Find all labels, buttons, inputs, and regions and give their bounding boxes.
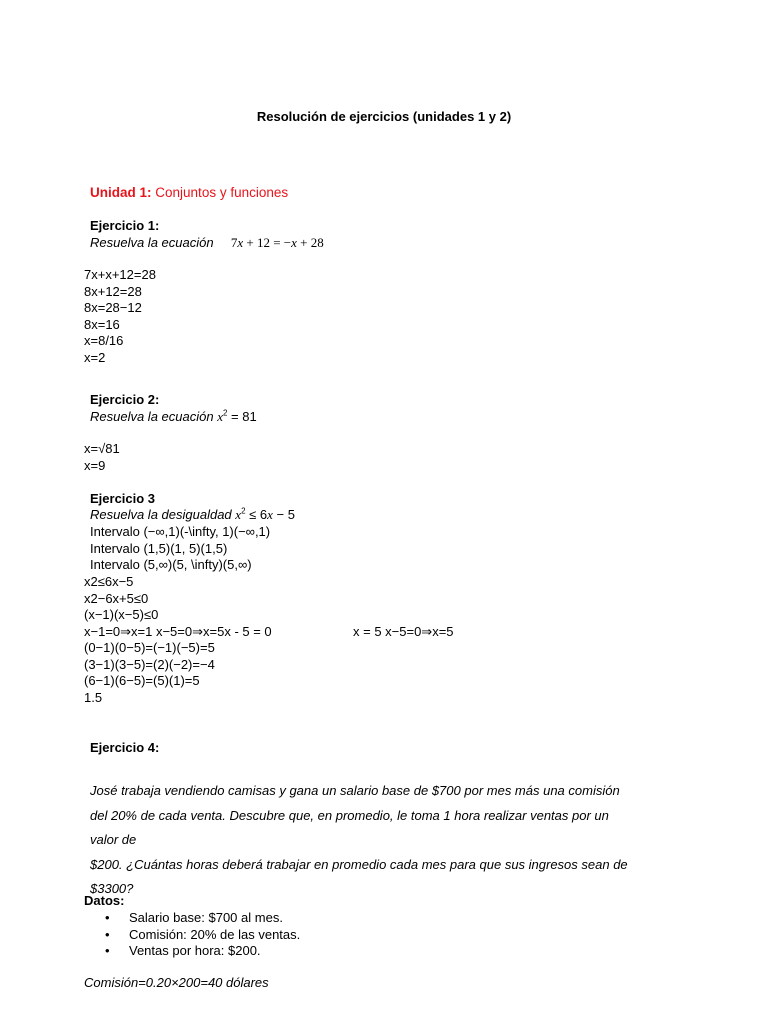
exercise-2-prompt bbox=[90, 409, 257, 426]
step-line: (x−1)(x−5)≤0 bbox=[84, 607, 159, 622]
datos-label: Datos: bbox=[84, 893, 125, 908]
eq-part: + 12 = − bbox=[243, 235, 292, 250]
exercise-1-equation bbox=[231, 235, 324, 250]
list-item bbox=[105, 943, 300, 960]
eq-exponent: 2 bbox=[222, 408, 228, 418]
eq-var: x bbox=[235, 507, 242, 522]
exercise-3-aside: x = 5 x−5=0⇒x=5 bbox=[353, 624, 454, 639]
problem-line: $200. ¿Cuántas horas deberá trabajar en promedio cada mes para que sus ingresos sean de bbox=[90, 856, 628, 872]
list-item-text: Salario base: $700 al mes. bbox=[129, 910, 283, 925]
interval-line: Intervalo (1,5)(1, 5)(1,5) bbox=[90, 540, 228, 556]
unit-name: Conjuntos y funciones bbox=[155, 185, 289, 200]
eq-part: − 5 bbox=[272, 507, 295, 522]
eq-var: x bbox=[291, 235, 297, 250]
bullet-icon: • bbox=[105, 926, 110, 942]
step-line: 8x+12=28 bbox=[84, 283, 142, 299]
exercise-1-heading: Ejercicio 1: bbox=[90, 218, 160, 233]
exercise-3-intervals bbox=[90, 524, 270, 574]
list-item bbox=[105, 910, 300, 927]
eq-part: 7 bbox=[230, 235, 238, 250]
exercise-4-heading: Ejercicio 4: bbox=[90, 740, 160, 755]
step-line: x=√81 bbox=[84, 441, 120, 456]
exercise-1-prompt bbox=[90, 235, 324, 252]
eq-part: + 28 bbox=[296, 235, 324, 250]
step-line: (6−1)(6−5)=(5)(1)=5 bbox=[84, 673, 200, 688]
bullet-icon: • bbox=[105, 943, 110, 958]
eq-var: x bbox=[237, 235, 244, 250]
exercise-2-prompt-text: Resuelva la ecuación bbox=[90, 409, 214, 424]
eq-var: x bbox=[267, 507, 273, 522]
step-line: (3−1)(3−5)=(2)(−2)=−4 bbox=[84, 656, 215, 672]
step-line: x=8/16 bbox=[84, 333, 124, 348]
unit-heading bbox=[90, 185, 288, 202]
exercise-1-steps bbox=[84, 267, 156, 366]
exercise-3-prompt bbox=[90, 507, 295, 524]
page-title: Resolución de ejercicios (unidades 1 y 2) bbox=[256, 109, 512, 124]
list-item-text: Comisión: 20% de las ventas. bbox=[129, 926, 301, 942]
list-item bbox=[105, 926, 301, 944]
step-line: 8x=16 bbox=[84, 316, 120, 332]
datos-list bbox=[105, 910, 301, 960]
exercise-2-steps bbox=[84, 441, 120, 474]
exercise-2-heading: Ejercicio 2: bbox=[90, 392, 160, 407]
step-line: x2≤6x−5 bbox=[84, 574, 134, 589]
problem-line: José trabaja vendiendo camisas y gana un salario base de $700 por mes más una comisión bbox=[90, 783, 620, 798]
step-line: (0−1)(0−5)=(−1)(−5)=5 bbox=[84, 640, 215, 655]
step-line: 7x+x+12=28 bbox=[84, 267, 156, 282]
bullet-icon: • bbox=[105, 910, 110, 925]
unit-label: Unidad 1: bbox=[90, 185, 152, 200]
exercise-3-heading: Ejercicio 3 bbox=[90, 491, 156, 506]
exercise-4-problem bbox=[90, 779, 628, 902]
interval-line: Intervalo (−∞,1)(-\infty, 1)(−∞,1) bbox=[90, 524, 271, 539]
step-line: 1.5 bbox=[84, 689, 103, 705]
exercise-1-prompt-text: Resuelva la ecuación bbox=[90, 235, 214, 250]
exercise-3-steps bbox=[84, 574, 272, 706]
eq-part: ≤ 6 bbox=[245, 507, 268, 522]
interval-line: Intervalo (5,∞)(5, \infty)(5,∞) bbox=[90, 557, 252, 572]
list-item-text: Ventas por hora: $200. bbox=[129, 943, 261, 958]
step-line: x=9 bbox=[84, 457, 106, 473]
eq-var: x bbox=[217, 409, 223, 424]
eq-part: = 81 bbox=[227, 409, 257, 424]
problem-line: valor de bbox=[90, 832, 137, 847]
step-line: x=2 bbox=[84, 349, 106, 365]
step-line: x−1=0⇒x=1 x−5=0⇒x=5x - 5 = 0 bbox=[84, 623, 272, 639]
step-line: x2−6x+5≤0 bbox=[84, 590, 149, 606]
problem-line: $3300? bbox=[90, 881, 134, 896]
comision-line: Comisión=0.20×200=40 dólares bbox=[84, 975, 269, 990]
eq-exponent: 2 bbox=[241, 506, 246, 516]
exercise-3-prompt-text: Resuelva la desigualdad bbox=[90, 507, 232, 522]
problem-line: del 20% de cada venta. Descubre que, en promedio, le toma 1 hora realizar ventas por un bbox=[90, 807, 609, 823]
step-line: 8x=28−12 bbox=[84, 300, 142, 315]
